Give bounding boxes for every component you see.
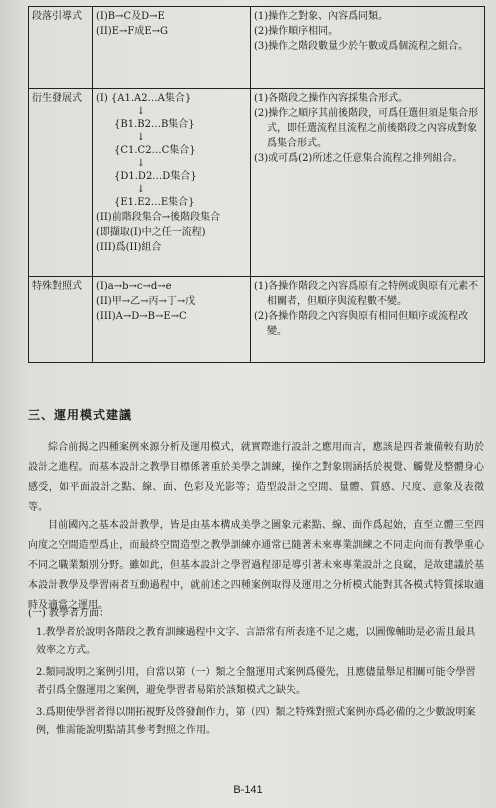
mode-notes — [251, 7, 485, 89]
note-line: (2)操作之順序其前後階段，可爲任選但須是集合形式，即任選流程且流程之前後階段之內容成對象爲集合形式。 — [254, 108, 479, 149]
step-line: {E1.E2…E集合} — [114, 197, 195, 208]
step-line: (I)B→C及D→E — [96, 11, 165, 22]
note-line: (2)各操作階段之內容與原有相同但順序或流程改變。 — [254, 311, 469, 337]
down-arrow-icon: ↓ — [136, 106, 146, 117]
mode-notes — [251, 277, 485, 363]
mode-steps — [93, 7, 251, 89]
page-number: B-141 — [233, 784, 263, 796]
step-line: (I) {A1.A2…A集合} — [96, 93, 192, 104]
mode-name: 段落引導式 — [29, 7, 93, 89]
table-row — [29, 7, 485, 89]
table-row — [29, 89, 485, 277]
down-arrow-icon: ↓ — [136, 184, 146, 195]
step-line: {D1.D2…D集合} — [114, 171, 197, 182]
list-item: 3.爲期使學習者得以開拓視野及啓發創作力，第（四）類之特殊對照式案例亦爲必備的之少數說明案例，惟需能說明點請其參考對照之作用。 — [36, 707, 476, 736]
down-arrow-icon: ↓ — [136, 158, 146, 169]
step-line: (III)A→D→B→E→C — [96, 311, 187, 322]
step-line: (II)E→F成E→G — [96, 26, 168, 37]
step-line: {B1.B2…B集合} — [114, 119, 195, 130]
section-title: 三、運用模式建議 — [28, 408, 133, 422]
note-line: (1)各階段之操作內容採集合形式。 — [254, 93, 409, 104]
list-item: 1.教學者於說明各階段之教育訓練過程中文字、言語常有所表達不足之處，以圖像輔助是必需且最具效率之方式。 — [36, 627, 476, 656]
list-item: 2.類同說明之案例引用，自當以第（一）類之全盤運用式案例爲優先，且應儘量舉足相關可能令學習者引爲全盤運用之案例，避免學習者易陷於該類模式之缺失。 — [36, 667, 476, 696]
note-line: (1)各操作階段之內容爲原有之特例或與原有元素不相關者，但順序與流程數不變。 — [254, 281, 479, 307]
step-line: (I)a→b→c→d→e — [96, 281, 172, 292]
step-line: (即擷取(I)中之任一流程) — [96, 227, 206, 238]
mode-name: 衍生發展式 — [29, 89, 93, 277]
note-line: (2)操作順序相同。 — [254, 26, 339, 37]
subsection-heading: (一) 教學者方面： — [28, 608, 109, 619]
step-line: {C1.C2…C集合} — [114, 145, 196, 156]
mode-name: 特殊對照式 — [29, 277, 93, 363]
step-line: (II)前階段集合→後階段集合 — [96, 212, 221, 223]
paragraph: 目前國內之基本設計教學，皆是由基本構成美學之圖象元素點、線、面作爲起始，直至立體三至四向度之空間造型爲止，而最終空間造型之教學訓練亦通常已隨著未來專業訓練之不同走向而有教學重心不同之職業類別分野。雖如此，但基本設計之學習過程卻是導引著未來專業設計之良窳，是故建議於基本設計教學及學習兩者互動過程中，就前述之四種案例取得及運用之分析模式能對其各模式特質採取適時及適當之運用。 — [28, 520, 484, 611]
mode-table — [28, 6, 485, 363]
step-line: (III)爲(II)組合 — [96, 242, 162, 253]
step-line: (II)甲→乙→丙→丁→戊 — [96, 296, 196, 307]
mode-steps — [93, 277, 251, 363]
paragraph: 綜合前揭之四種案例來源分析及運用模式，就實際進行設計之應用而言，應該是四者兼備較有助於設計之進程。而基本設計之教學目標係著重於美學之訓練，操作之對象則涵括於視覺、觸覺及整體身心感受，如平面設計之點、線、面、色彩及光影等；造型設計之空間、量體、質感、尺度、意象及表徵等。 — [28, 442, 484, 513]
note-line: (3)操作之階段數量少於午數或爲個流程之組合。 — [254, 41, 469, 52]
note-line: (1)操作之對象、內容爲同類。 — [254, 11, 389, 22]
table-row — [29, 277, 485, 363]
note-line: (3)或可爲(2)所述之任意集合流程之排列組合。 — [254, 153, 463, 164]
mode-notes — [251, 89, 485, 277]
mode-steps — [93, 89, 251, 277]
down-arrow-icon: ↓ — [136, 132, 146, 143]
